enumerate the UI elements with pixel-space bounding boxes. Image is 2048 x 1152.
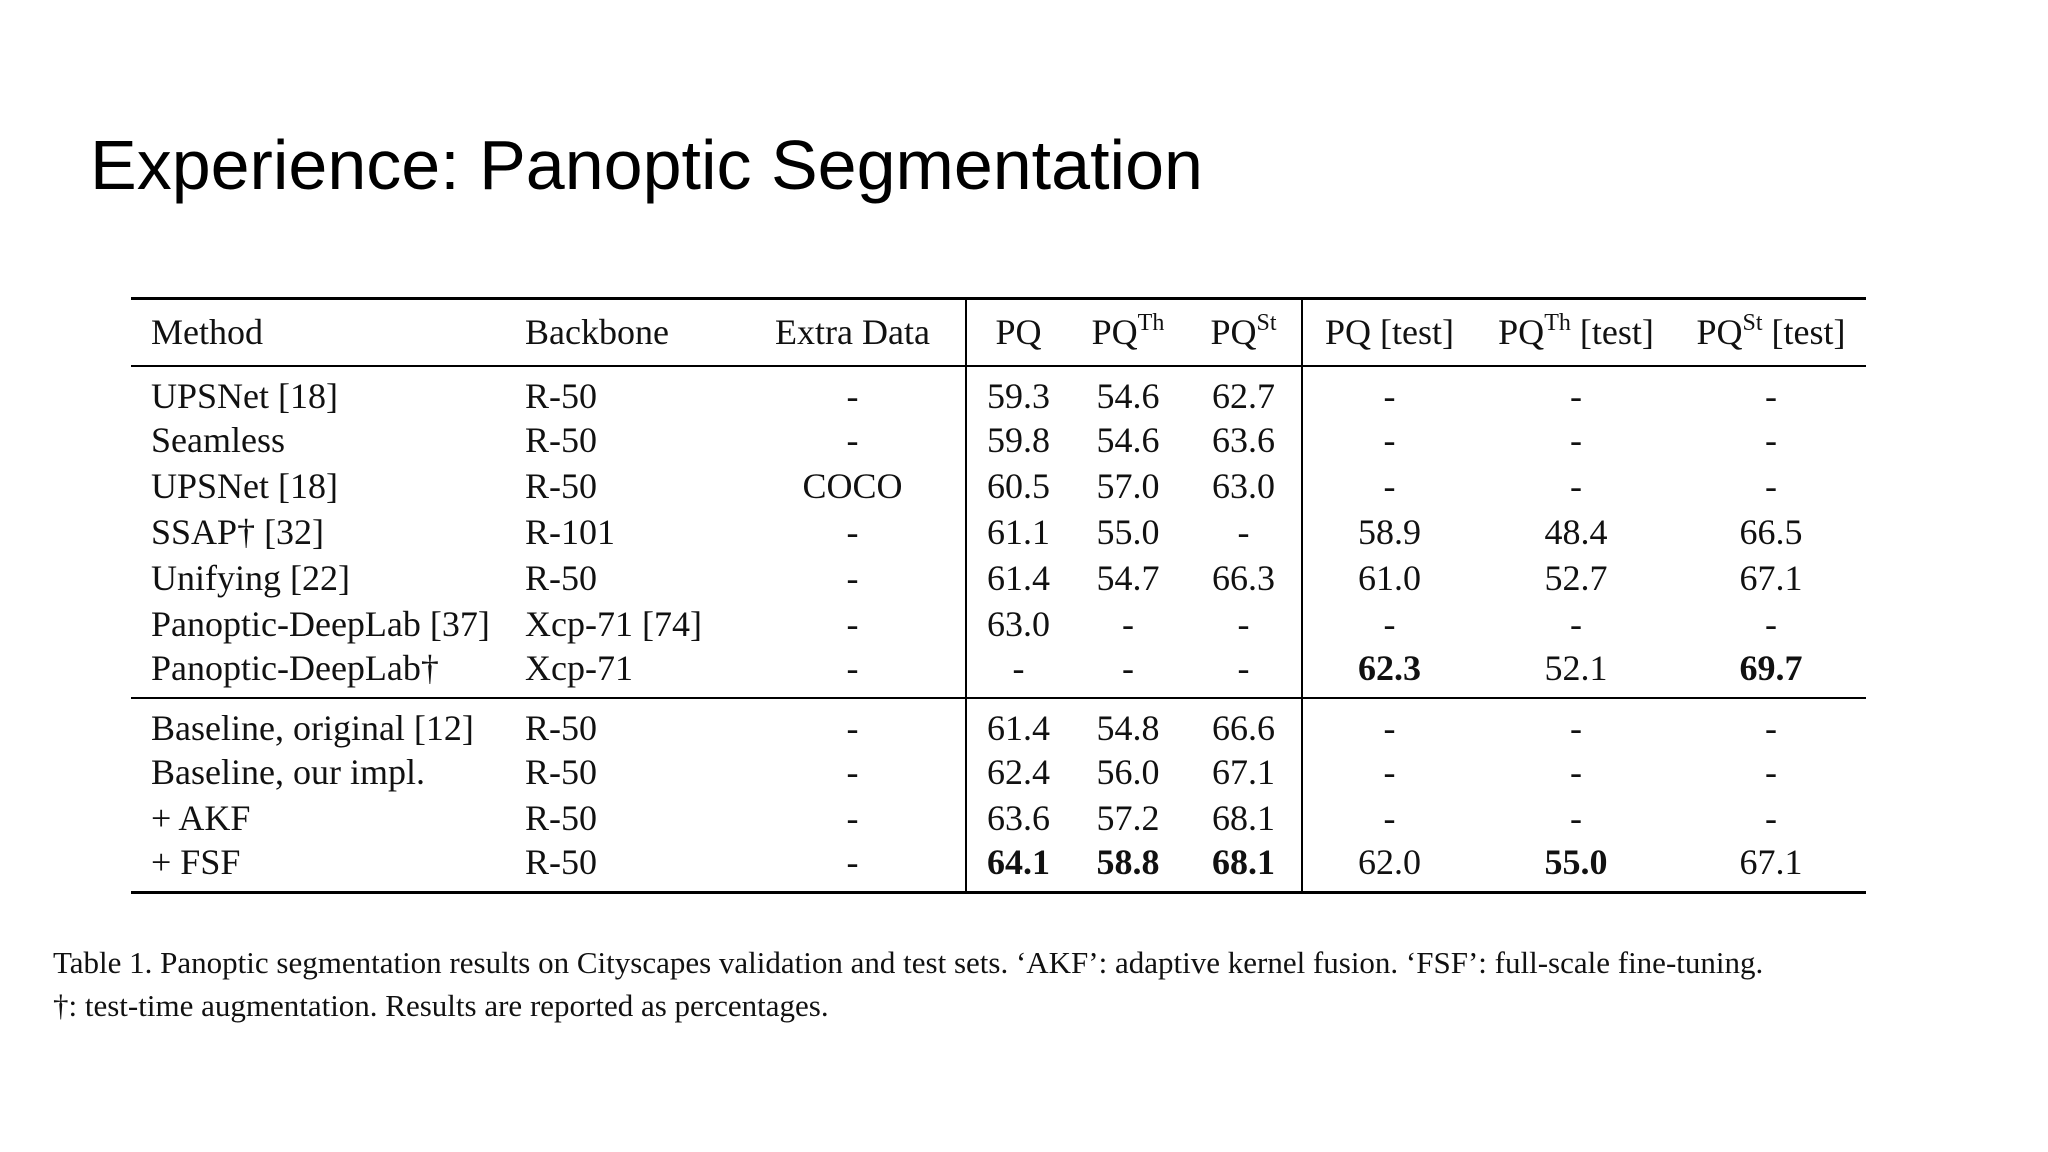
cell-pq-st-test: -: [1765, 797, 1777, 838]
cell-pq-st-test: -: [1765, 707, 1777, 748]
table-row: [131, 647, 1866, 698]
cell-pq: 59.8: [966, 417, 1070, 463]
cell-pq: 64.1: [966, 841, 1070, 893]
cell-pq-st-test: -: [1765, 751, 1777, 792]
header-pq-th-test-suffix: [test]: [1570, 312, 1654, 353]
cell-pq-st: 66.6: [1212, 707, 1275, 748]
cell-backbone: R-50: [525, 707, 597, 748]
results-table: [131, 297, 1866, 894]
cell-method: Panoptic-DeepLab†: [151, 647, 439, 688]
caption-line-1: Table 1. Panoptic segmentation results on Cityscapes validation and test sets. ‘AKF’: adaptive kernel fusion. ‘FSF’: full-scale fine-tuning.: [53, 945, 1764, 980]
cell-pq-th: 54.6: [1096, 419, 1160, 460]
table-row: [131, 555, 1866, 601]
cell-pq-th: -: [1122, 603, 1134, 644]
cell-pq-th: 54.8: [1096, 707, 1160, 748]
table-row: [131, 698, 1866, 749]
cell-pq: 61.4: [966, 698, 1070, 749]
table-row: [131, 366, 1866, 417]
cell-method: + AKF: [151, 797, 251, 838]
cell-extra-data: -: [846, 841, 859, 882]
cell-pq-test: 62.3: [1302, 647, 1476, 698]
header-pq-st-test: [1676, 299, 1866, 366]
cell-pq-th-test: 52.7: [1544, 557, 1608, 598]
cell-pq-st: -: [1237, 647, 1250, 688]
header-pq-st-test-suffix: [test]: [1762, 312, 1846, 353]
header-pq-st-sup: St: [1256, 310, 1277, 337]
cell-pq-th: 57.0: [1096, 465, 1160, 506]
cell-backbone: R-50: [525, 841, 597, 882]
cell-extra-data: -: [846, 797, 859, 838]
header-pq: PQ: [966, 299, 1070, 366]
cell-pq-test: -: [1302, 795, 1476, 841]
cell-pq-st: 67.1: [1212, 751, 1275, 792]
cell-pq: 59.3: [966, 366, 1070, 417]
cell-extra-data: -: [846, 511, 859, 552]
cell-method: UPSNet [18]: [151, 375, 338, 416]
cell-pq: -: [966, 647, 1070, 698]
cell-extra-data: -: [846, 751, 859, 792]
cell-pq-test: -: [1302, 463, 1476, 509]
cell-pq-test: 61.0: [1302, 555, 1476, 601]
cell-pq-st: 63.0: [1212, 465, 1275, 506]
cell-pq-st-test: 69.7: [1739, 647, 1803, 688]
header-pq-st-test-base: PQ: [1696, 312, 1743, 353]
cell-extra-data: -: [846, 557, 859, 598]
cell-pq-th: 56.0: [1096, 751, 1160, 792]
cell-extra-data: -: [846, 375, 859, 416]
cell-backbone: R-50: [525, 375, 597, 416]
cell-extra-data: -: [846, 647, 859, 688]
cell-pq-th-test: -: [1570, 465, 1582, 506]
table-row: [131, 795, 1866, 841]
cell-pq-th-test: -: [1570, 707, 1582, 748]
table-row: [131, 601, 1866, 647]
cell-pq-test: -: [1302, 698, 1476, 749]
header-pq-th-sup: Th: [1137, 310, 1165, 337]
cell-backbone: Xcp-71: [525, 647, 633, 688]
caption-line-2: †: test-time augmentation. Results are reported as percentages.: [53, 988, 829, 1023]
header-pq-st-test-sup: St: [1742, 310, 1763, 337]
cell-extra-data: -: [846, 707, 859, 748]
cell-pq-th-test: -: [1570, 603, 1582, 644]
cell-extra-data: COCO: [802, 465, 903, 506]
header-extra-data: Extra Data: [775, 312, 930, 353]
header-row: [131, 299, 1866, 366]
table-caption: [53, 941, 2013, 1027]
cell-pq-th: 58.8: [1096, 841, 1160, 882]
table-group-prior-work: [131, 366, 1866, 698]
cell-extra-data: -: [846, 419, 859, 460]
cell-backbone: R-50: [525, 797, 597, 838]
header-backbone: Backbone: [525, 312, 669, 353]
cell-pq-th-test: -: [1570, 419, 1582, 460]
cell-method: SSAP† [32]: [151, 511, 325, 552]
cell-method: Baseline, original [12]: [151, 707, 474, 748]
table-row: [131, 509, 1866, 555]
header-pq-test: PQ [test]: [1302, 299, 1476, 366]
cell-pq-st: 68.1: [1212, 797, 1275, 838]
cell-pq: 61.1: [966, 509, 1070, 555]
cell-pq-st-test: 67.1: [1739, 557, 1803, 598]
header-pq-th-base: PQ: [1091, 312, 1138, 353]
header-pq-st: [1186, 299, 1302, 366]
cell-pq-test: -: [1302, 366, 1476, 417]
cell-pq-th: 55.0: [1096, 511, 1160, 552]
cell-pq-th-test: 55.0: [1544, 841, 1608, 882]
table-row: [131, 841, 1866, 893]
cell-pq-th-test: 52.1: [1544, 647, 1608, 688]
cell-backbone: R-50: [525, 751, 597, 792]
cell-pq-st-test: -: [1765, 465, 1777, 506]
cell-pq-th: 54.7: [1096, 557, 1160, 598]
cell-pq-st: 68.1: [1212, 841, 1275, 882]
cell-pq: 63.0: [966, 601, 1070, 647]
cell-pq-test: -: [1302, 417, 1476, 463]
cell-method: + FSF: [151, 841, 241, 882]
cell-pq-st: 62.7: [1212, 375, 1275, 416]
cell-pq-th-test: 48.4: [1544, 511, 1608, 552]
cell-pq-st: -: [1237, 511, 1250, 552]
cell-pq-th-test: -: [1570, 797, 1582, 838]
header-method: Method: [151, 312, 263, 353]
header-pq-th-test-base: PQ: [1498, 312, 1545, 353]
header-pq-th: [1070, 299, 1186, 366]
cell-method: Baseline, our impl.: [151, 751, 425, 792]
cell-pq-th: -: [1122, 647, 1134, 688]
cell-pq-th-test: -: [1570, 375, 1582, 416]
cell-pq-st: 66.3: [1212, 557, 1275, 598]
cell-method: UPSNet [18]: [151, 465, 338, 506]
cell-pq-test: -: [1302, 601, 1476, 647]
cell-pq-st: 63.6: [1212, 419, 1275, 460]
results-table-container: [131, 297, 1866, 894]
cell-backbone: R-50: [525, 557, 597, 598]
header-pq-th-test: [1476, 299, 1676, 366]
cell-pq-st-test: 67.1: [1739, 841, 1803, 882]
header-pq-st-base: PQ: [1210, 312, 1257, 353]
cell-method: Seamless: [151, 419, 285, 460]
cell-pq-th: 54.6: [1096, 375, 1160, 416]
cell-pq-st: -: [1237, 603, 1250, 644]
cell-backbone: Xcp-71 [74]: [525, 603, 702, 644]
cell-pq-test: -: [1302, 749, 1476, 795]
table-row: [131, 463, 1866, 509]
cell-pq-th: 57.2: [1096, 797, 1160, 838]
cell-backbone: R-101: [525, 511, 615, 552]
cell-backbone: R-50: [525, 419, 597, 460]
cell-pq-st-test: -: [1765, 603, 1777, 644]
cell-pq-th-test: -: [1570, 751, 1582, 792]
table-row: [131, 417, 1866, 463]
cell-backbone: R-50: [525, 465, 597, 506]
cell-pq-st-test: -: [1765, 375, 1777, 416]
table-group-ours: [131, 698, 1866, 893]
table-header: [131, 299, 1866, 366]
cell-pq-st-test: -: [1765, 419, 1777, 460]
cell-pq: 60.5: [966, 463, 1070, 509]
slide-title: Experience: Panoptic Segmentation: [90, 126, 1203, 204]
cell-pq-test: 58.9: [1302, 509, 1476, 555]
cell-extra-data: -: [846, 603, 859, 644]
cell-pq-test: 62.0: [1302, 841, 1476, 893]
cell-pq: 61.4: [966, 555, 1070, 601]
header-pq-th-test-sup: Th: [1544, 310, 1571, 337]
cell-pq: 62.4: [966, 749, 1070, 795]
cell-pq: 63.6: [966, 795, 1070, 841]
table-row: [131, 749, 1866, 795]
cell-pq-st-test: 66.5: [1739, 511, 1803, 552]
cell-method: Panoptic-DeepLab [37]: [151, 603, 490, 644]
cell-method: Unifying [22]: [151, 557, 350, 598]
